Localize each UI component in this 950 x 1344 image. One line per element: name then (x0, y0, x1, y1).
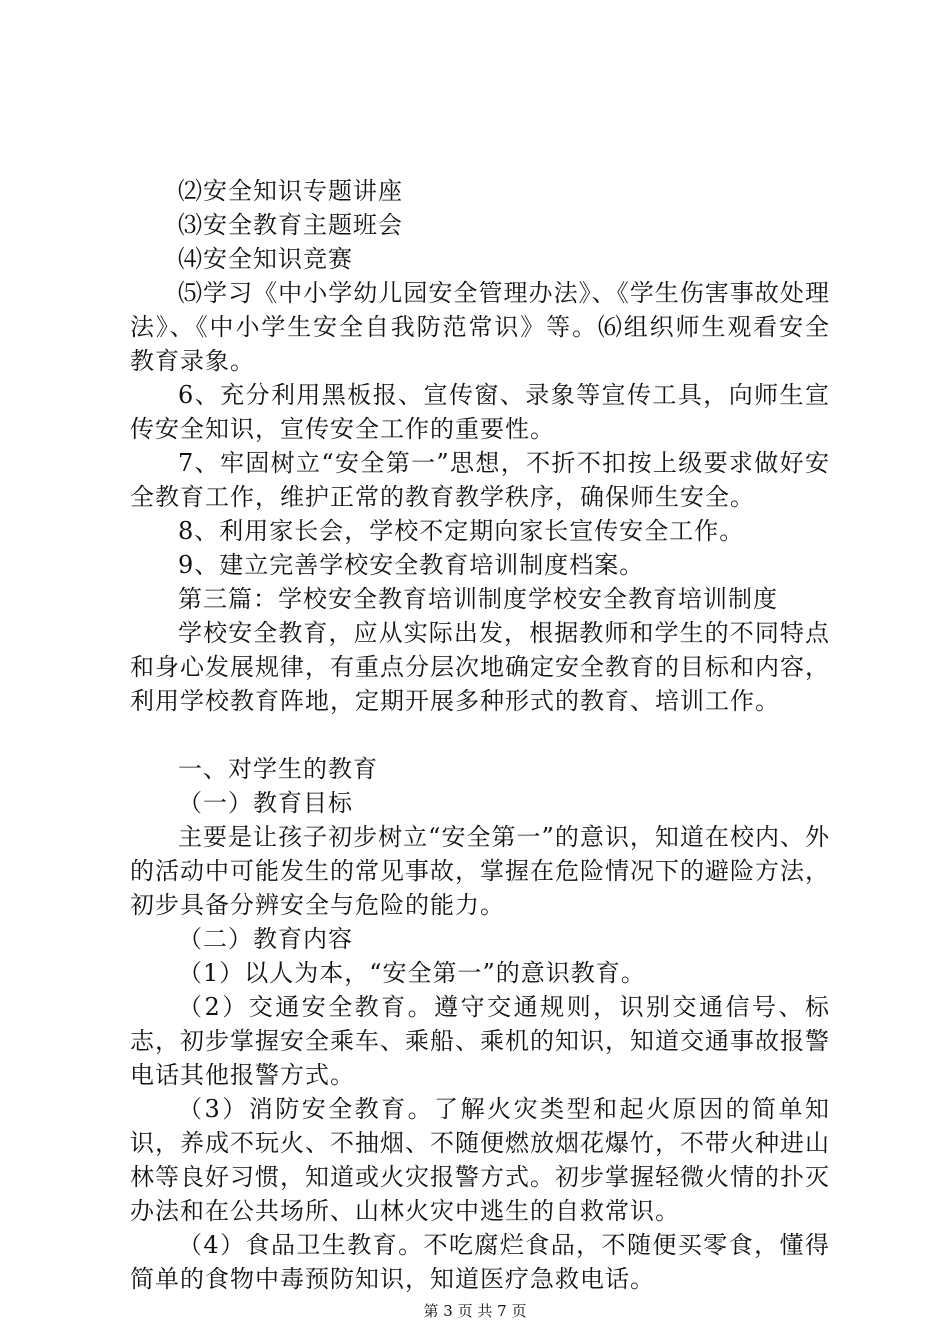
paragraph-class-meeting: ⑶安全教育主题班会 (178, 211, 403, 239)
paragraph-item-6: 6、充分利用黑板报、宣传窗、录象等宣传工具，向师生宣传安全知识，宣传安全工作的重要性。 (130, 381, 830, 443)
paragraph-contest: ⑷安全知识竞赛 (178, 245, 353, 273)
paragraph-content-2: （2）交通安全教育。遵守交通规则，识别交通信号、标志，初步掌握安全乘车、乘船、乘机的知识，知道交通事故报警电话其他报警方式。 (130, 993, 830, 1089)
paragraph-item-9: 9、建立完善学校安全教育培训制度档案。 (178, 551, 645, 579)
blank-line (130, 718, 830, 752)
page-number-footer: 第 3 页 共 7 页 (423, 1302, 527, 1320)
paragraph-item-8: 8、利用家长会，学校不定期向家长宣传安全工作。 (178, 517, 745, 545)
paragraph-content-4: （4）食品卫生教育。不吃腐烂食品，不随便买零食，懂得简单的食物中毒预防知识，知道医疗急救电话。 (130, 1231, 830, 1293)
heading-education-content: （二）教育内容 (178, 925, 353, 953)
heading-education-goal: （一）教育目标 (178, 789, 353, 817)
paragraph-lecture: ⑵安全知识专题讲座 (178, 177, 403, 205)
paragraph-content-3: （3）消防安全教育。了解火灾类型和起火原因的简单知识，养成不玩火、不抽烟、不随便燃放烟花爆竹，不带火种进山林等良好习惯，知道或火灾报警方式。初步掌握轻微火情的扑灭办法和在公共场所、山林火灾中逃生的自救常识。 (130, 1095, 830, 1225)
section-heading-part-3: 第三篇：学校安全教育培训制度学校安全教育培训制度 (178, 585, 778, 613)
paragraph-intro: 学校安全教育，应从实际出发，根据教师和学生的不同特点和身心发展规律，有重点分层次地确定安全教育的目标和内容，利用学校教育阵地，定期开展多种形式的教育、培训工作。 (130, 619, 830, 715)
paragraph-item-7: 7、牢固树立“安全第一”思想，不折不扣按上级要求做好安全教育工作，维护正常的教育教学秩序，确保师生安全。 (130, 449, 830, 511)
heading-student-education: 一、对学生的教育 (178, 755, 378, 783)
paragraph-study: ⑸学习《中小学幼儿园安全管理办法》、《学生伤害事故处理法》、《中小学生安全自我防范常识》等。⑹组织师生观看安全教育录象。 (130, 279, 830, 375)
document-body (130, 174, 830, 1296)
paragraph-goal: 主要是让孩子初步树立“安全第一”的意识，知道在校内、外的活动中可能发生的常见事故，掌握在危险情况下的避险方法，初步具备分辨安全与危险的能力。 (130, 823, 830, 919)
paragraph-content-1: （1）以人为本，“安全第一”的意识教育。 (178, 959, 646, 987)
